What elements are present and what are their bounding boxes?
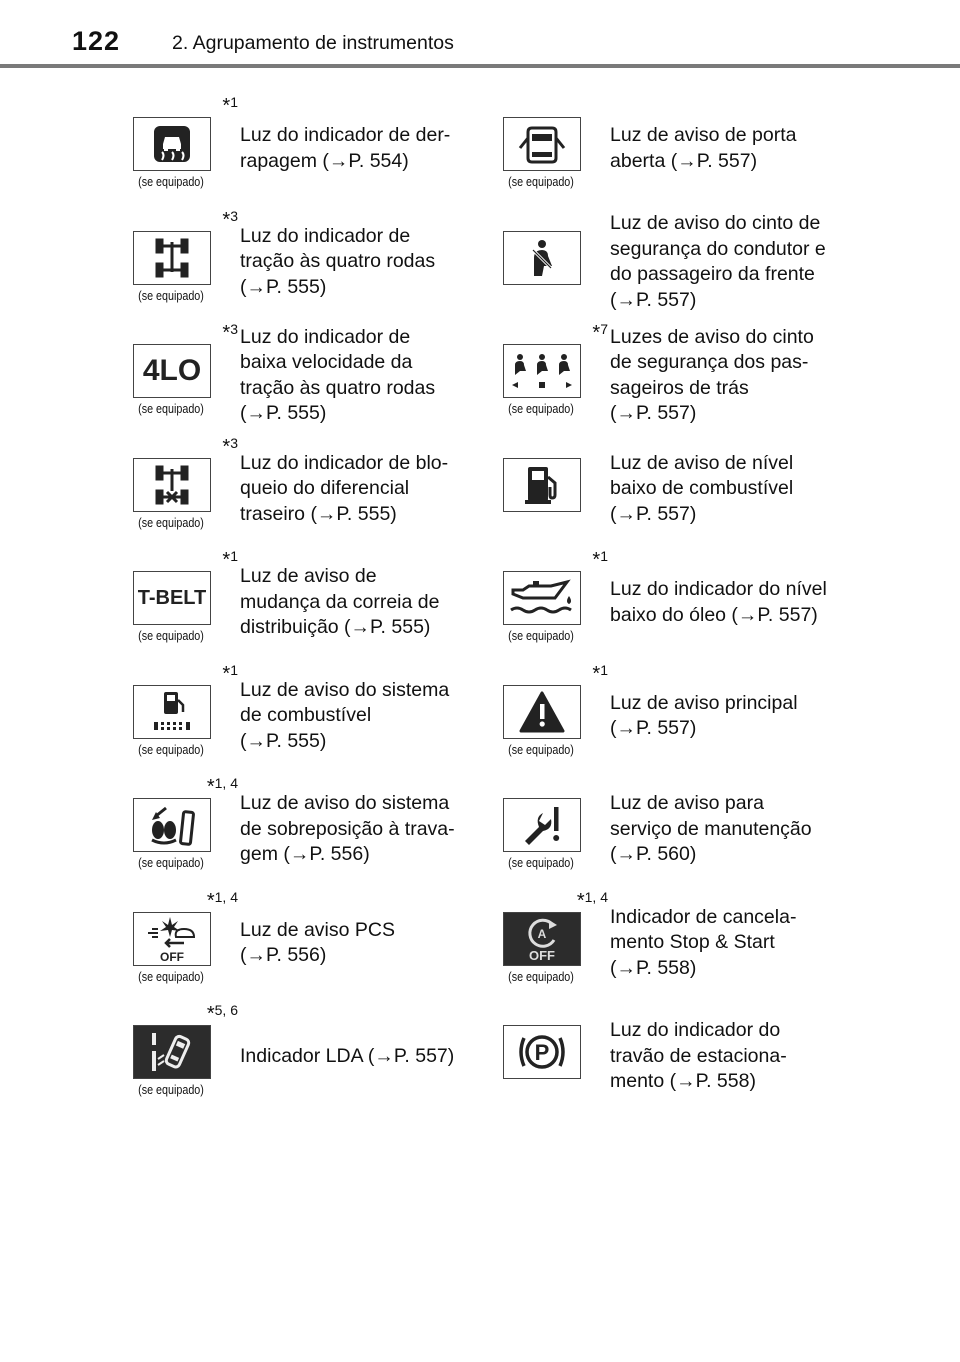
skid-indicator-icon [133,117,211,171]
description-text: Luz de aviso do sistema de sobreposição à trava- gem (→P. 556) [240,792,455,866]
fuel-pump-icon [503,458,581,512]
indicator-entry [120,773,490,887]
chapter-title: 2. Agrupamento de instrumentos [172,32,454,54]
stop-start-off-label: OFF [529,947,555,962]
optional-label: (se equipado) [138,969,204,984]
footnote-number: 1 [230,548,238,564]
pcs-off-icon [133,912,211,966]
description-text: Luzes de aviso do cinto de segurança dos pas- sageiros de trás (→P. 557) [610,325,814,424]
description-text: Luz de aviso de porta aberta (→P. 557) [610,124,797,172]
indicator-entry [120,206,490,320]
description-text: Luz de aviso principal (→P. 557) [610,691,798,739]
footnote-number: 1 [230,661,238,678]
header-rule [0,64,960,68]
footnote-mark: *7 [592,321,608,344]
seatbelt-icon [503,231,581,285]
description-text: Indicador de cancela- mento Stop & Start (→P. 558) [610,905,797,979]
indicator-description [240,1000,485,1113]
optional-label: (se equipado) [138,629,204,643]
indicator-description [240,773,485,886]
indicator-description [610,92,855,205]
indicator-entry [490,773,860,887]
indicator-entry [120,1000,490,1114]
optional-label: (se equipado) [138,1083,204,1097]
indicator-description [610,773,855,886]
page-header [0,0,960,70]
footnote-mark: *1 [592,661,608,685]
description-text: Luz de aviso para serviço de manutenção (→P. 560) [610,792,812,866]
footnote-number: 3 [230,434,238,451]
optional-label: (se equipado) [138,402,204,416]
footnote-mark: *1 [222,94,238,117]
indicator-description [610,206,855,319]
optional-label: (se equipado) [138,742,204,757]
indicator-entry [490,319,860,433]
footnote-mark: *1 [222,661,238,685]
indicator-entry [120,319,490,433]
four-wheel-drive-icon [133,231,211,285]
footnote-mark: *3 [222,207,238,231]
footnote-mark: *1 [592,548,608,571]
optional-label: (se equipado) [508,856,574,870]
footnote-number: 3 [230,207,238,224]
footnote-number: 5, 6 [214,1002,238,1018]
indicator-description [240,660,485,773]
description-text: Luz do indicador de baixa velocidade da tração às quatro rodas (→P. 555) [240,325,436,424]
optional-label: (se equipado) [138,175,204,189]
footnote-number: 1 [600,661,608,678]
description-text: Luz do indicador de der- rapagem (→P. 554) [240,124,451,172]
footnote-number: 1, 4 [584,888,608,905]
indicator-description [240,433,485,546]
indicator-description [610,660,855,773]
optional-label: (se equipado) [508,402,574,416]
description-text: Luz do indicador de blo- queio do diferencial traseiro (→P. 555) [240,451,449,525]
door-open-icon [503,117,581,171]
indicator-entry [490,433,860,547]
footnote-number: 3 [230,321,238,337]
lda-icon [133,1025,211,1079]
indicator-description [610,887,855,1000]
description-text: Luz de aviso de nível baixo de combustível (→P. 557) [610,451,794,525]
optional-label: (se equipado) [138,288,204,303]
description-text: Luz de aviso do sistema de combustível (→P. 555) [240,678,450,752]
stop-start-off-icon [503,912,581,966]
indicator-entry [490,206,860,320]
indicator-entry [490,1000,860,1114]
pcs-off-label: OFF [160,949,184,963]
indicator-description [610,546,855,659]
indicator-entry [120,92,490,206]
master-warning-icon [503,685,581,739]
optional-label: (se equipado) [508,742,574,757]
optional-label: (se equipado) [508,629,574,643]
rear-diff-lock-icon [133,458,211,512]
4lo-label: 4LO [142,354,202,387]
indicator-entry [120,660,490,774]
4lo-icon [133,344,211,398]
optional-label: (se equipado) [508,175,574,189]
footnote-mark: *3 [222,434,238,458]
optional-label: (se equipado) [508,969,574,984]
footnote-mark: *1, 4 [206,888,238,912]
footnote-number: 1 [230,94,238,110]
footnote-mark: *1, 4 [576,888,608,912]
fuel-system-icon [133,685,211,739]
footnote-mark: *3 [222,321,238,344]
indicator-table [120,92,860,1114]
indicator-entry [490,660,860,774]
description-text: Luz do indicador do travão de estaciona- mento (→P. 558) [610,1019,787,1093]
footnote-mark: *5, 6 [206,1002,238,1025]
indicator-description [240,546,485,659]
rear-seatbelt-icon [503,344,581,398]
description-text: Luz de aviso do cinto de segurança do condutor e do passageiro da frente (→P. 557) [610,212,826,311]
t-belt-icon [133,571,211,625]
footnote-number: 7 [600,321,608,337]
indicator-entry [120,433,490,547]
optional-label: (se equipado) [138,515,204,530]
parking-brake-label: P [534,1040,550,1065]
indicator-entry [120,546,490,660]
t-belt-label: T-BELT [137,586,207,609]
indicator-entry [120,887,490,1001]
pedal-override-icon [133,798,211,852]
page-number: 122 [72,26,121,56]
oil-level-icon [503,571,581,625]
footnote-number: 1, 4 [214,888,238,905]
indicator-description [240,887,485,1000]
footnote-number: 1, 4 [214,775,238,791]
description-text: Indicador LDA (→P. 557) [240,1044,455,1067]
description-text: Luz do indicador de tração às quatro rodas (→P. 555) [240,224,436,298]
indicator-entry [490,92,860,206]
indicator-description [240,92,485,205]
indicator-description [240,319,485,432]
maintenance-wrench-icon [503,798,581,852]
footnote-number: 1 [600,548,608,564]
description-text: Luz do indicador do nível baixo do óleo (→P. 557) [610,578,827,626]
optional-label: (se equipado) [138,856,204,870]
description-text: Luz de aviso de mudança da correia de distribuição (→P. 555) [240,565,440,639]
description-text: Luz de aviso PCS (→P. 556) [240,918,396,966]
indicator-entry [490,546,860,660]
footnote-mark: *1 [222,548,238,571]
indicator-description [610,1000,855,1113]
indicator-description [240,206,485,319]
footnote-mark: *1, 4 [206,775,238,798]
parking-brake-icon [503,1025,581,1079]
svg-text:A: A [537,926,547,941]
indicator-description [610,433,855,546]
indicator-entry [490,887,860,1001]
indicator-description [610,319,855,432]
